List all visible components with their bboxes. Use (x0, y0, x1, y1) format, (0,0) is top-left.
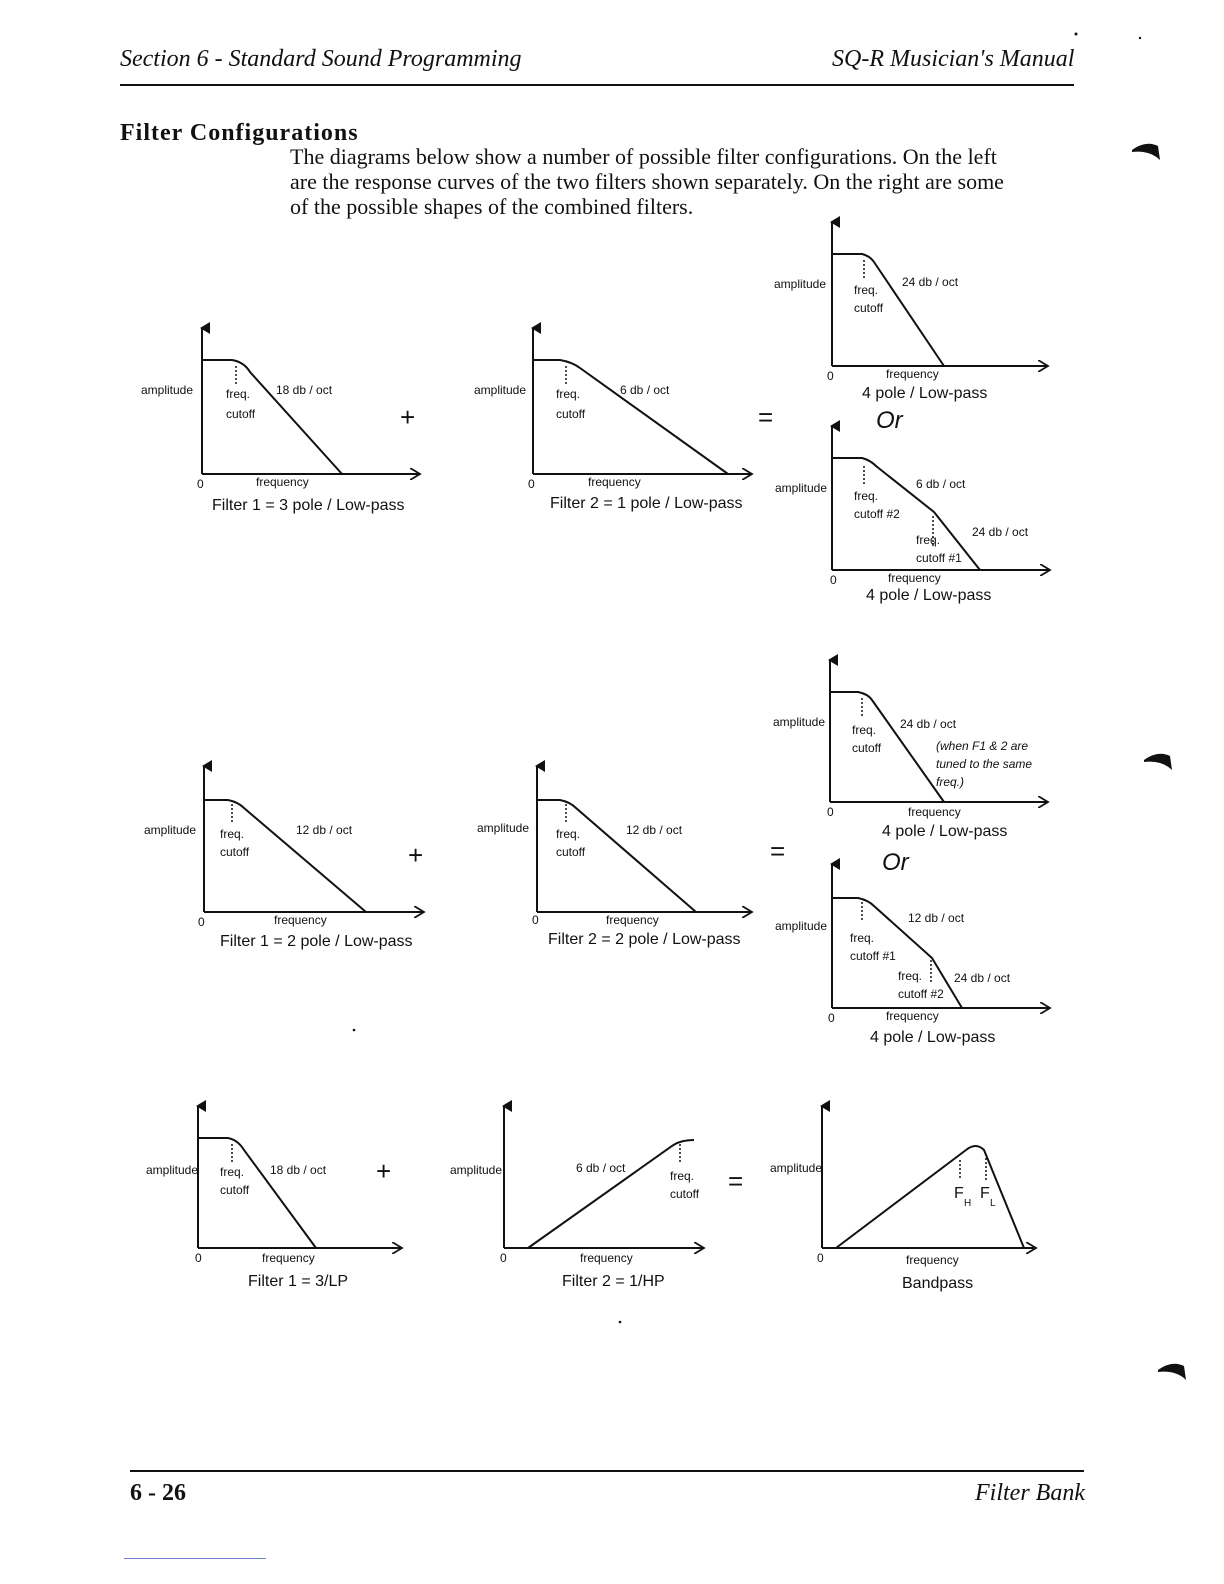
frequency-label: frequency (908, 805, 961, 819)
slope-2-label: 24 db / oct (954, 971, 1011, 985)
result-caption: Bandpass (902, 1275, 974, 1292)
freq-label: freq. (916, 533, 941, 547)
row1-result-b-graph (775, 426, 1050, 604)
frequency-label: frequency (886, 367, 939, 381)
row1-filter2-graph (474, 328, 752, 512)
amplitude-label: amplitude (770, 1161, 823, 1175)
amplitude-label: amplitude (477, 821, 530, 835)
frequency-label: frequency (262, 1251, 315, 1265)
intro-line: of the possible shapes of the combined filters. (290, 194, 694, 219)
zero-label: 0 (197, 477, 204, 491)
plus-operator: + (376, 1156, 392, 1186)
slope-label: 12 db / oct (296, 823, 353, 837)
scan-edge-line (124, 1558, 266, 1559)
footer-chapter: Filter Bank (975, 1480, 1085, 1506)
tuning-note: (when F1 & 2 are (936, 739, 1029, 753)
freq-label: freq. (854, 283, 879, 297)
header-section-title: Section 6 - Standard Sound Programming (120, 46, 522, 72)
tuning-note: freq.) (936, 775, 965, 789)
result-caption: 4 pole / Low-pass (870, 1029, 996, 1046)
filter-caption: Filter 2 = 2 pole / Low-pass (548, 931, 741, 948)
response-curve (198, 1138, 316, 1248)
fl-subscript: L (990, 1198, 996, 1209)
frequency-label: frequency (606, 913, 659, 927)
slope-2-label: 24 db / oct (972, 525, 1029, 539)
freq-label: freq. (556, 387, 581, 401)
filter-caption: Filter 1 = 3/LP (248, 1273, 349, 1290)
row1-filter1-graph (141, 328, 420, 514)
frequency-label: frequency (274, 913, 327, 927)
result-caption: 4 pole / Low-pass (882, 823, 1008, 840)
slope-label: 24 db / oct (902, 275, 959, 289)
freq-label: freq. (670, 1169, 695, 1183)
amplitude-label: amplitude (144, 823, 197, 837)
cutoff-2-label: cutoff #2 (854, 507, 900, 521)
cutoff-label: cutoff (556, 407, 586, 421)
freq-label: freq. (220, 827, 245, 841)
frequency-label: frequency (888, 571, 941, 585)
slope-label: 12 db / oct (626, 823, 683, 837)
freq-label: freq. (220, 1165, 245, 1179)
footer-rule (130, 1470, 1084, 1472)
cutoff-label: cutoff (556, 845, 586, 859)
zero-label: 0 (500, 1251, 507, 1265)
equals-operator: = (758, 402, 774, 432)
freq-label: freq. (898, 969, 923, 983)
fl-label: F (980, 1185, 990, 1202)
frequency-label: frequency (906, 1253, 959, 1267)
freq-label: freq. (556, 827, 581, 841)
amplitude-label: amplitude (474, 383, 527, 397)
fh-subscript: H (964, 1198, 972, 1209)
freq-label: freq. (852, 723, 877, 737)
or-label: Or (876, 407, 903, 434)
response-curve (202, 360, 342, 474)
cutoff-1-label: cutoff #1 (850, 949, 896, 963)
zero-label: 0 (532, 913, 539, 927)
slope-label: 6 db / oct (576, 1161, 626, 1175)
fh-label: F (954, 1185, 964, 1202)
plus-operator: + (408, 840, 424, 870)
intro-line: are the response curves of the two filters shown separately. On the right are some (290, 169, 1004, 194)
zero-label: 0 (827, 369, 834, 383)
row2-filter1-graph (144, 766, 424, 950)
page-number: 6 - 26 (130, 1480, 186, 1506)
row3-filter1-graph (146, 1106, 402, 1290)
response-curve (830, 692, 944, 802)
cutoff-label: cutoff (670, 1187, 700, 1201)
section-heading: Filter Configurations (120, 120, 359, 146)
amplitude-label: amplitude (141, 383, 194, 397)
cutoff-label: cutoff (854, 301, 884, 315)
frequency-label: frequency (588, 475, 641, 489)
scan-marks (353, 33, 1186, 1381)
row2-filter2-graph (477, 766, 752, 948)
zero-label: 0 (830, 573, 837, 587)
cutoff-label: cutoff (226, 407, 256, 421)
frequency-label: frequency (580, 1251, 633, 1265)
amplitude-label: amplitude (146, 1163, 199, 1177)
slope-label: 6 db / oct (620, 383, 670, 397)
amplitude-label: amplitude (773, 715, 826, 729)
intro-line: The diagrams below show a number of possible filter configurations. On the left (290, 144, 997, 169)
cutoff-label: cutoff (220, 845, 250, 859)
row3-filter2-graph (450, 1106, 704, 1290)
zero-label: 0 (828, 1011, 835, 1025)
row2-result-b-graph (775, 864, 1050, 1046)
result-caption: 4 pole / Low-pass (862, 385, 988, 402)
filter-caption: Filter 1 = 2 pole / Low-pass (220, 933, 413, 950)
equals-operator: = (770, 836, 786, 866)
zero-label: 0 (195, 1251, 202, 1265)
freq-label: freq. (226, 387, 251, 401)
slope-label: 24 db / oct (900, 717, 957, 731)
zero-label: 0 (528, 477, 535, 491)
header-manual-title: SQ-R Musician's Manual (832, 46, 1075, 72)
cutoff-2-label: cutoff #2 (898, 987, 944, 1001)
row3-result-graph (770, 1106, 1036, 1292)
row2-result-a-graph (773, 660, 1048, 840)
slope-1-label: 6 db / oct (916, 477, 966, 491)
cutoff-label: cutoff (852, 741, 882, 755)
zero-label: 0 (827, 805, 834, 819)
tuning-note: tuned to the same (936, 757, 1033, 771)
slope-label: 18 db / oct (276, 383, 333, 397)
amplitude-label: amplitude (774, 277, 827, 291)
amplitude-label: amplitude (775, 481, 828, 495)
or-label: Or (882, 849, 909, 876)
frequency-label: frequency (256, 475, 309, 489)
plus-operator: + (400, 402, 416, 432)
result-caption: 4 pole / Low-pass (866, 587, 992, 604)
response-curve (836, 1146, 1024, 1248)
row1-result-a-graph (774, 222, 1048, 402)
cutoff-1-label: cutoff #1 (916, 551, 962, 565)
filter-caption: Filter 1 = 3 pole / Low-pass (212, 497, 405, 514)
amplitude-label: amplitude (450, 1163, 503, 1177)
filter-caption: Filter 2 = 1 pole / Low-pass (550, 495, 743, 512)
zero-label: 0 (198, 915, 205, 929)
slope-1-label: 12 db / oct (908, 911, 965, 925)
frequency-label: frequency (886, 1009, 939, 1023)
filter-caption: Filter 2 = 1/HP (562, 1273, 665, 1290)
response-curve (832, 254, 944, 366)
amplitude-label: amplitude (775, 919, 828, 933)
equals-operator: = (728, 1166, 744, 1196)
slope-label: 18 db / oct (270, 1163, 327, 1177)
freq-label: freq. (850, 931, 875, 945)
freq-label: freq. (854, 489, 879, 503)
cutoff-label: cutoff (220, 1183, 250, 1197)
zero-label: 0 (817, 1251, 824, 1265)
